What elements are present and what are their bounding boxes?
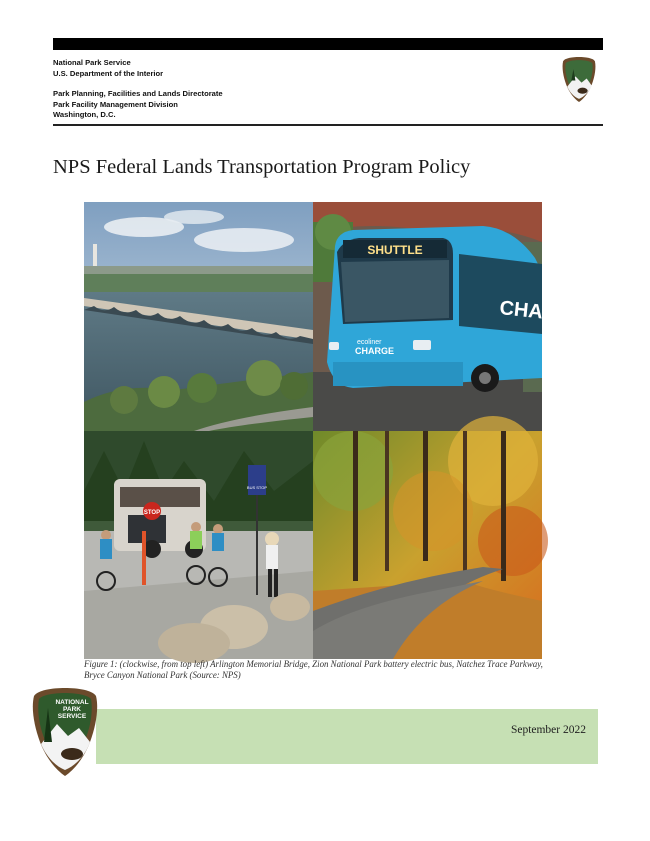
location-name: Washington, D.C. <box>53 110 116 119</box>
nps-arrowhead-small-icon <box>560 56 598 103</box>
photo-natchez-trace-parkway <box>313 431 542 659</box>
header-rule <box>53 124 603 126</box>
photo-collage <box>84 202 587 659</box>
logo-text-national: NATIONAL <box>55 699 89 706</box>
header-black-bar <box>53 38 603 50</box>
agency-block <box>53 57 163 79</box>
directorate-name: Park Planning, Facilities and Lands Directorate <box>53 89 223 98</box>
publication-date: September 2022 <box>510 724 586 736</box>
photo-arlington-bridge <box>84 202 313 431</box>
photo-bryce-canyon-cyclists <box>84 431 313 659</box>
stop-sign-label: STOP <box>143 510 161 516</box>
logo-text-park: PARK <box>63 706 81 713</box>
department-name: U.S. Department of the Interior <box>53 69 164 78</box>
figure-caption: Figure 1: (clockwise, from top left) Arlington Memorial Bridge, Zion National Park battery electric bus, Natchez Trace Parkway, Bryce Canyon National Park (Source: NPS) <box>84 659 543 680</box>
logo-text-service: SERVICE <box>57 713 87 720</box>
bus-brand-small: ecoliner <box>357 339 382 346</box>
agency-name: National Park Service <box>53 58 131 67</box>
division-block <box>53 89 223 121</box>
date-banner <box>96 709 598 764</box>
bus-stop-sign-label: BUS STOP <box>246 485 268 490</box>
photo-zion-electric-bus <box>313 202 587 431</box>
division-name: Park Facility Management Division <box>53 99 178 109</box>
bus-front-charge: CHARGE <box>355 346 395 356</box>
bus-brand-charge: CHARGE <box>498 297 587 329</box>
bus-destination-sign: SHUTTLE <box>367 243 423 257</box>
document-title: NPS Federal Lands Transportation Program Policy <box>53 156 471 178</box>
nps-arrowhead-logo-icon <box>30 686 100 778</box>
